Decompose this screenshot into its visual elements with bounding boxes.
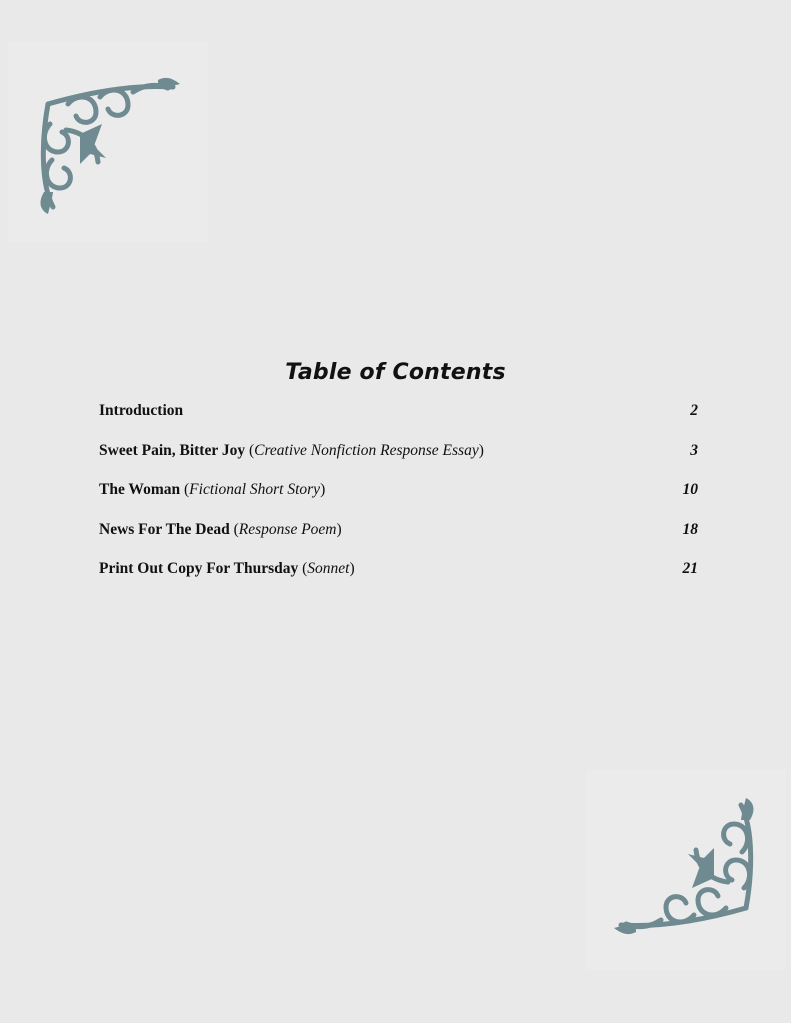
toc-entry-genre: Sonnet	[307, 560, 350, 577]
page-title: Table of Contents	[285, 360, 506, 385]
toc-entry-text	[99, 481, 325, 498]
toc-entry-title: Print Out Copy For Thursday	[99, 560, 299, 577]
toc-paren-close: )	[320, 481, 326, 498]
toc-page-number: 18	[682, 520, 698, 538]
toc-entry-text	[99, 442, 484, 459]
flourish-corner-ornament-icon	[586, 770, 786, 970]
toc-entry-sweet-pain-bitter-joy[interactable]	[99, 441, 698, 481]
toc-entry-genre: Creative Nonfiction Response Essay	[254, 441, 479, 459]
top-left-corner-ornament	[8, 42, 208, 242]
toc-entry-print-out-copy-for-thursday[interactable]	[99, 559, 698, 599]
toc-entry-title: Introduction	[99, 402, 184, 419]
toc-page-number: 21	[682, 560, 698, 577]
toc-page-number: 2	[690, 402, 698, 419]
toc-entry-title: Sweet Pain, Bitter Joy	[99, 441, 246, 459]
toc-paren-open: (	[180, 481, 190, 498]
toc-paren-open: (	[245, 441, 255, 459]
toc-entry-text	[99, 560, 355, 577]
toc-page-number: 3	[690, 441, 698, 459]
toc-list	[99, 401, 698, 599]
toc-paren-close: )	[349, 560, 355, 577]
toc-entry-genre: Response Poem	[238, 520, 337, 538]
toc-page-number: 10	[682, 481, 698, 498]
toc-entry-introduction[interactable]	[99, 401, 698, 441]
toc-paren-close: )	[336, 520, 342, 538]
toc-paren-close: )	[478, 441, 484, 459]
toc-paren-open: (	[298, 560, 308, 577]
toc-entry-title: The Woman	[99, 481, 181, 498]
toc-entry-title: News For The Dead	[99, 520, 230, 538]
flourish-corner-ornament-icon	[8, 42, 208, 242]
toc-entry-news-for-the-dead[interactable]	[99, 520, 698, 560]
toc-entry-the-woman[interactable]	[99, 480, 698, 520]
bottom-right-corner-ornament	[586, 770, 786, 970]
toc-entry-text	[99, 402, 183, 419]
toc-entry-text	[99, 521, 342, 538]
toc-paren-open: (	[229, 520, 239, 538]
toc-entry-genre: Fictional Short Story	[189, 481, 321, 498]
